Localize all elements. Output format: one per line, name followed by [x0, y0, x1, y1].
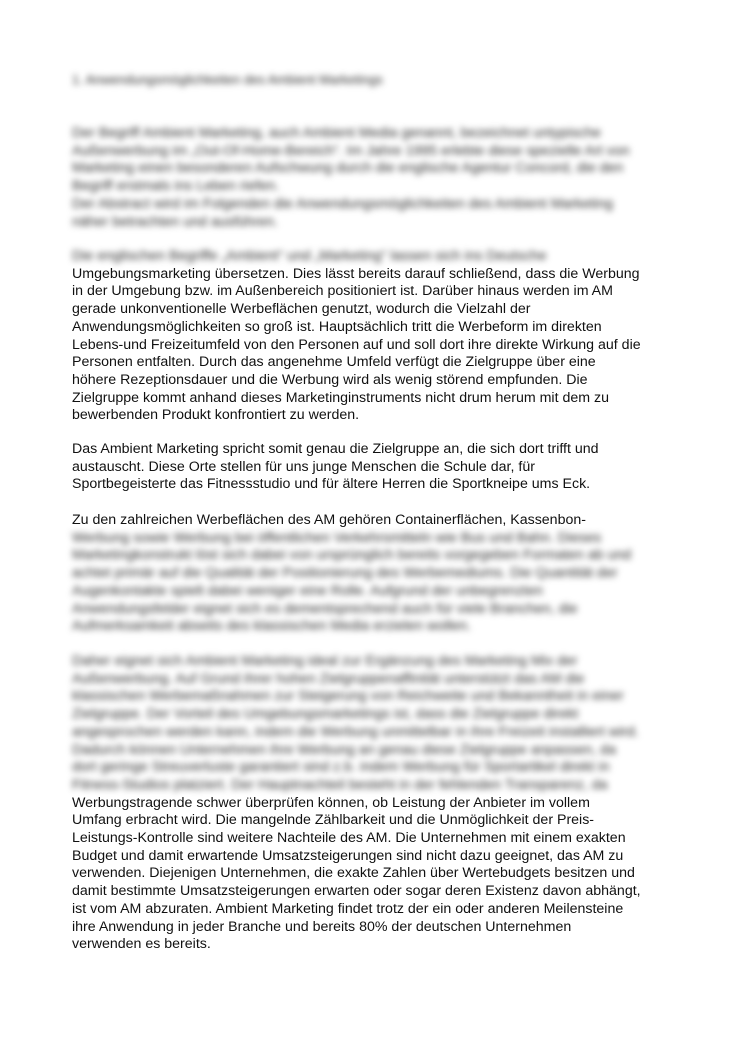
text-line: höhere Rezeptionsdauer und die Werbung wird als wenig störend empfunden. Die — [72, 371, 588, 388]
text-line: Außenwerbung. Auf Grund ihrer hohen Zielgruppenaffinität unterstützt das AM die — [72, 670, 585, 687]
text-line: Zielgruppe kommt anhand dieses Marketinginstruments nicht drum herum mit dem zu — [72, 389, 609, 406]
text-line: Marketingkonstrukt löst sich dabei von ursprünglich bereits vorgegeben Formaten ab und — [72, 547, 632, 564]
paragraph-target-group — [72, 441, 684, 494]
paragraph-advertising-spaces — [72, 512, 684, 636]
section-heading: 1. Anwendungsmöglichkeiten des Ambient Marketings — [72, 72, 383, 87]
text-line: näher betrachten und ausführen. — [72, 213, 278, 230]
text-line: klassischen Werbemaßnahmen zur Steigerung von Reichweite und Bekanntheit in einer — [72, 688, 624, 705]
text-line: Marketing einen besonderen Aufschwung durch die englische Agentur Concord, die den — [72, 160, 624, 177]
text-line: dort geringe Streuverluste garantiert sind z.b. indem Werbung für Sportartikel direkt in — [72, 759, 610, 776]
text-line: Lebens-und Freizeitumfeld von den Personen auf und soll dort ihre direkte Wirkung auf die — [72, 336, 641, 353]
text-line: Augenkontakte spielt dabei weniger eine Rolle. Aufgrund der unbegrenzten — [72, 582, 543, 599]
text-line: Daher eignet sich Ambient Marketing ideal zur Ergänzung des Marketing Mix der — [72, 653, 578, 669]
text-line: Der Abstract wird im Folgenden die Anwendungsmöglichkeiten des Ambient Marketing — [72, 195, 613, 212]
text-line: Zu den zahlreichen Werbeflächen des AM gehören Containerflächen, Kassenbon- — [72, 512, 586, 528]
text-line: verwenden. Diejenigen Unternehmen, die exakte Zahlen über Wertebudgets besitzen und — [72, 865, 635, 882]
text-line: Leistungs-Kontrolle sind weitere Nachteile des AM. Die Unternehmen mit einem exakten — [72, 830, 626, 847]
text-line: damit bestimmte Umsatzsteigerungen erwarten oder sogar deren Existenz davon abhängt, — [72, 883, 641, 900]
text-line: Anwendungsfelder eignet sich es dementsprechend auch für viele Branchen, die — [72, 600, 578, 617]
text-line: verwenden es bereits. — [72, 936, 211, 953]
intro-paragraph — [72, 125, 684, 231]
text-line: Umfang erbracht wird. Die mangelnde Zählbarkeit und die Unmöglichkeit der Preis- — [72, 812, 595, 829]
text-line: achtet primär auf die Qualität der Positionierung des Werbemediums. Die Quantität der — [72, 565, 618, 582]
text-line: austauscht. Diese Orte stellen für uns junge Menschen die Schule dar, für — [72, 458, 535, 475]
text-line: in der Umgebung bzw. im Außenbereich positioniert ist. Darüber hinaus werden im AM — [72, 283, 613, 300]
text-line: ihre Anwendung in jeder Branche und bereits 80% der deutschen Unternehmen — [72, 918, 572, 935]
text-line: Das Ambient Marketing spricht somit genau die Zielgruppe an, die sich dort trifft und — [72, 441, 599, 457]
text-line: Die englischen Begriffe „Ambient“ und „Marketing“ lassen sich ins Deutsche — [72, 248, 547, 264]
text-line: Außenwerbung im „Out-Of-Home-Bereich“. Im Jahre 1995 erlebte diese spezielle Art von — [72, 142, 630, 159]
text-line: Personen entfalten. Durch das angenehme Umfeld verfügt die Zielgruppe über eine — [72, 354, 596, 371]
text-line: Begriff erstmals ins Leben riefen. — [72, 178, 280, 195]
text-line: Umgebungsmarketing übersetzen. Dies lässt bereits darauf schließend, dass die Werbung — [72, 265, 640, 282]
text-line: Zielgruppe. Der Vorteil des Umgebungsmarketings ist, dass die Zielgruppe direkt — [72, 706, 579, 723]
text-line: Fitness-Studios platziert. Der Hauptnachteil besteht in der fehlenden Transparenz, da — [72, 776, 608, 793]
text-line: gerade unkonventionelle Werbeflächen genutzt, wodurch die Vielzahl der — [72, 301, 531, 318]
text-line: Sportbegeisterte das Fitnessstudio und für ältere Herren die Sportkneipe ums Eck. — [72, 476, 591, 493]
text-line: Werbungstragende schwer überprüfen können, ob Leistung der Anbieter im vollem — [72, 794, 590, 811]
text-line: angesprochen werden kann, indem die Werbung unmittelbar in ihre Freizeit installiert wird. — [72, 723, 639, 740]
text-line: Anwendungsmöglichkeiten so groß ist. Hauptsächlich tritt die Werbeform im direkten — [72, 318, 602, 335]
text-line: bewerbenden Produkt konfrontiert zu werden. — [72, 407, 360, 424]
paragraph-translation — [72, 248, 684, 425]
paragraph-advantages — [72, 653, 684, 954]
text-line: ist vom AM abzuraten. Ambient Marketing findet trotz der ein oder anderen Meilensteine — [72, 900, 624, 917]
text-line: Dadurch können Unternehmen ihre Werbung an genau diese Zielgruppe anpassen, da — [72, 741, 616, 758]
text-line: Budget und damit erwartende Umsatzsteigerungen sind nicht dazu geeignet, das AM zu — [72, 847, 624, 864]
text-line: Werbung sowie Werbung bei öffentlichen Verkehrsmitteln wie Bus und Bahn. Dieses — [72, 529, 602, 546]
text-line: Der Begriff Ambient Marketing, auch Ambient Media genannt, bezeichnet untypische — [72, 125, 601, 141]
text-line: Aufmerksamkeit abseits des klassischen Media erzielen wollen. — [72, 618, 472, 635]
